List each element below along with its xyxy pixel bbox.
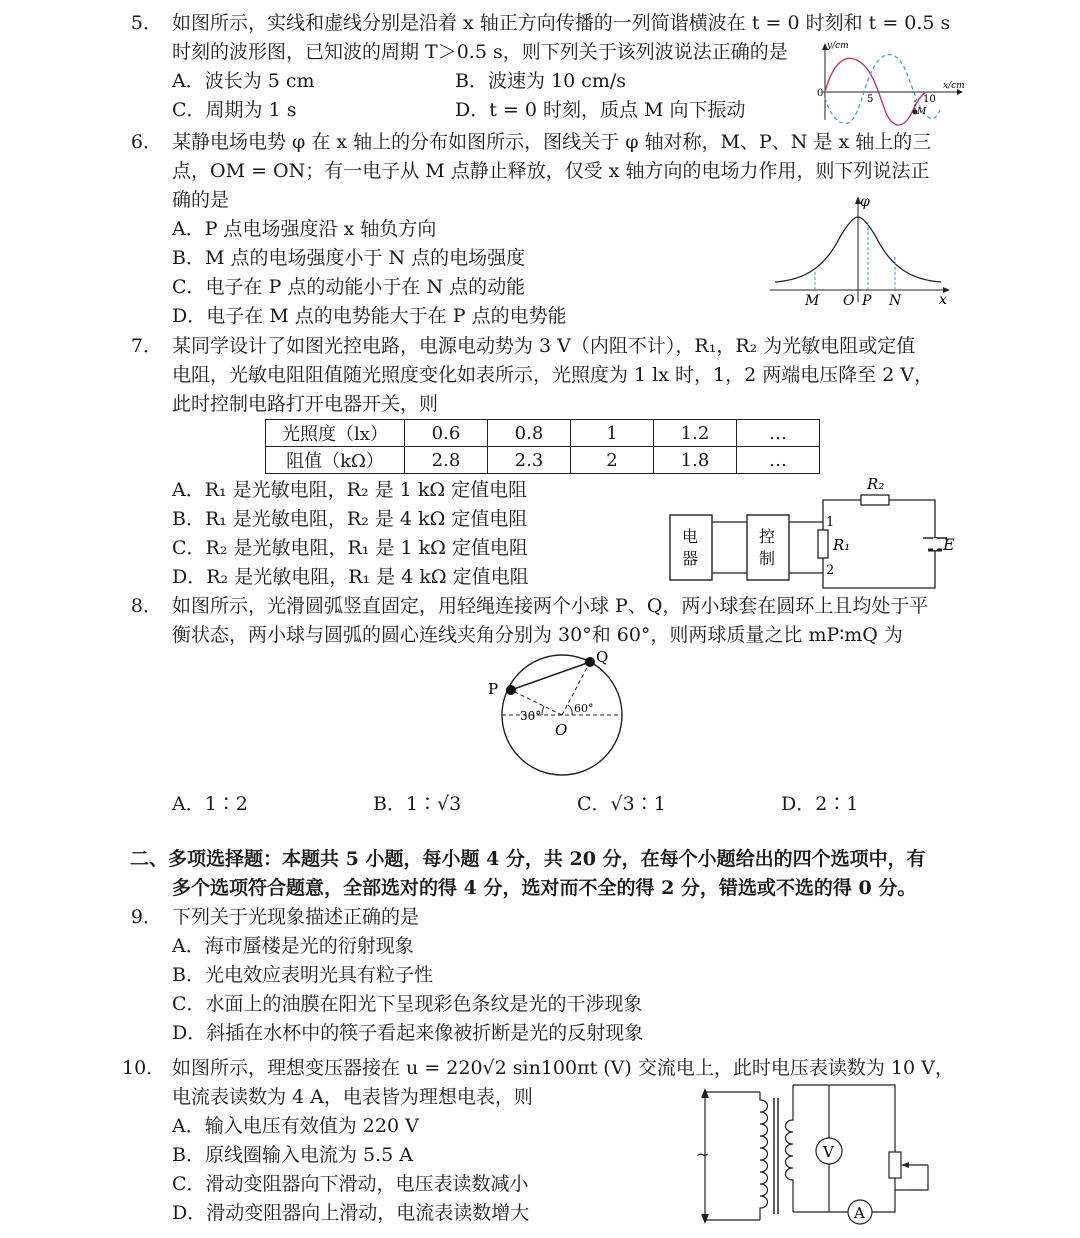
q7-option-a[interactable]: A．R₁ 是光敏电阻，R₂ 是 1 kΩ 定值电阻 [172,479,528,501]
q8-number: 8． [130,595,162,617]
q7-stem-line-2: 电阻，光敏电阻阻值随光照度变化如表所示，光照度为 1 lx 时，1，2 两端电压降至 2 V， [172,364,934,386]
q5-option-b[interactable]: B．波速为 10 cm/s [455,70,627,92]
q7-option-d[interactable]: D．R₂ 是光敏电阻，R₁ 是 4 kΩ 定值电阻 [172,566,529,588]
q5-label-m: M [917,107,927,117]
q8-rope [511,662,590,690]
q6-p-label: P [862,293,872,309]
table-cell: 阻值（kΩ） [266,447,405,474]
q7-option-c[interactable]: C．R₂ 是光敏电阻，R₁ 是 1 kΩ 定值电阻 [172,537,528,559]
q8-stem-line-2: 衡状态，两小球与圆弧的圆心连线夹角分别为 30°和 60°，则两球质量之比 mP∶mQ 为 [172,624,903,646]
q6-m-label: M [805,293,820,309]
q10-transformer-figure [690,1080,950,1230]
table-cell: 1.8 [654,447,737,474]
q5-option-c[interactable]: C．周期为 1 s [172,99,297,121]
table-cell: 2 [571,447,654,474]
q6-option-c[interactable]: C．电子在 P 点的动能小于在 N 点的动能 [172,276,526,298]
q10-secondary-coil [786,1085,794,1212]
q7-circuit-figure [665,470,965,595]
q7-appliance-box [670,515,712,580]
table-cell: 2.8 [405,447,488,474]
q10-ammeter-label: A [854,1204,865,1222]
table-cell: 1.2 [654,420,737,447]
section-2-heading-line-2: 多个选项符合题意，全部选对的得 4 分，选对而不全的得 2 分，错选或不选的得 0 分。 [172,877,917,899]
q9-option-c[interactable]: C．水面上的油膜在阳光下呈现彩色条纹是光的干涉现象 [172,993,643,1015]
q6-n-label: N [889,293,902,309]
q9-option-b[interactable]: B．光电效应表明光具有粒子性 [172,964,433,986]
q5-tick-10: 10 [923,94,936,105]
table-cell: 光照度（lx） [266,420,405,447]
q8-stem-line-1: 如图所示，光滑圆弧竖直固定，用轻绳连接两个小球 P、Q，两小球套在圆环上且均处于平 [172,595,929,617]
q7-r2-resistor [861,495,889,505]
q7-number: 7． [130,335,162,357]
q5-tick-5: 5 [867,94,874,105]
q7-node-1: 1 [826,515,835,530]
q5-stem-line-1: 如图所示，实线和虚线分别是沿着 x 轴正方向传播的一列简谐横波在 t = 0 时刻和 t = 0.5 s [172,12,951,34]
q8-ball-q [585,657,595,667]
q8-option-c[interactable]: C．√3∶1 [577,793,666,815]
q6-o-label: O [843,293,855,309]
q7-r1-label: R₁ [833,536,851,554]
q10-stem-line-2: 电流表读数为 4 A，电表皆为理想电表，则 [172,1086,533,1108]
q6-stem-line-3: 确的是 [172,189,230,211]
q5-ylabel: y/cm [827,41,849,51]
q8-option-b[interactable]: B．1∶√3 [373,793,462,815]
q6-option-a[interactable]: A．P 点电场强度沿 x 轴负方向 [172,218,437,240]
q5-option-d[interactable]: D．t = 0 时刻，质点 M 向下振动 [455,99,746,121]
q10-ac-symbol: ~ [696,1145,710,1164]
q8-ball-p [506,685,516,695]
q10-option-d[interactable]: D．滑动变阻器向上滑动，电流表读数增大 [172,1202,530,1224]
q7-r2-label: R₂ [867,475,885,493]
table-row [266,420,820,447]
q8-circle-figure [480,650,640,795]
q7-appliance-label-2: 器 [682,549,699,568]
q5-xlabel: x/cm [943,81,965,91]
q6-stem-line-1: 某静电场电势 φ 在 x 轴上的分布如图所示，图线关于 φ 轴对称，M、P、N 是 x 轴上的三 [172,131,932,153]
table-cell: 0.6 [405,420,488,447]
q8-q-label: Q [596,648,609,666]
q7-stem-line-3: 此时控制电路打开电器开关，则 [172,393,439,415]
q7-r1-resistor [818,530,828,558]
q6-option-b[interactable]: B．M 点的电场强度小于 N 点的电场强度 [172,247,526,269]
q10-primary-coil [760,1092,768,1220]
q6-phi-label: φ [860,194,870,210]
q6-option-d[interactable]: D．电子在 M 点的电势能大于在 P 点的电势能 [172,305,567,327]
q10-rheostat [889,1152,901,1178]
q10-option-b[interactable]: B．原线圈输入电流为 5.5 A [172,1144,413,1166]
q10-voltmeter-label: V [823,1143,834,1161]
q8-p-label: P [488,680,499,698]
section-2-heading: 二、多项选择题：本题共 5 小题，每小题 4 分，共 20 分，在每个小题给出的四个选项中，有 [130,848,926,870]
q9-option-d[interactable]: D．斜插在水杯中的筷子看起来像被折断是光的反射现象 [172,1022,644,1044]
q7-e-label: E [943,535,955,554]
table-cell: 1 [571,420,654,447]
q7-option-b[interactable]: B．R₁ 是光敏电阻，R₂ 是 4 kΩ 定值电阻 [172,508,528,530]
q8-angle-30: 30° [520,709,542,723]
q9-stem: 下列关于光现象描述正确的是 [172,906,420,928]
table-cell: … [737,447,820,474]
q7-control-label-1: 控 [759,527,776,546]
q7-node-2: 2 [826,563,835,578]
q5-wave-figure [815,40,965,125]
table-cell: 2.3 [488,447,571,474]
q10-stem-line-1: 如图所示，理想变压器接在 u = 220√2 sin100πt (V) 交流电上，此时电压表读数为 10 V， [172,1057,954,1079]
q8-option-d[interactable]: D．2∶1 [781,793,859,815]
q7-stem-line-1: 某同学设计了如图光控电路，电源电动势为 3 V（内阻不计），R₁，R₂ 为光敏电阻或定值 [172,335,916,357]
q7-appliance-label-1: 电 [682,527,699,546]
q7-control-box [747,515,789,580]
q10-number: 10． [122,1057,166,1079]
q8-option-a[interactable]: A．1∶2 [172,793,248,815]
q6-potential-figure [765,192,955,312]
q5-stem-line-2: 时刻的波形图，已知波的周期 T＞0.5 s，则下列关于该列波说法正确的是 [172,41,788,63]
q9-number: 9． [130,906,162,928]
q5-option-a[interactable]: A．波长为 5 cm [172,70,315,92]
q6-x-label: x [939,292,947,308]
q9-option-a[interactable]: A．海市蜃楼是光的衍射现象 [172,935,414,957]
table-cell: … [737,420,820,447]
table-cell: 0.8 [488,420,571,447]
q5-origin-label: 0 [817,88,824,99]
q6-number: 6． [130,131,162,153]
q6-stem-line-2: 点，OM = ON；有一电子从 M 点静止释放，仅受 x 轴方向的电场力作用，则下列说法正 [172,160,930,182]
q8-o-label: O [555,721,568,739]
q8-angle-60: 60° [574,702,594,715]
q5-number: 5． [130,12,162,34]
q10-option-a[interactable]: A．输入电压有效值为 220 V [172,1115,419,1137]
q7-control-label-2: 制 [759,549,776,568]
q7-light-resistance-table [265,419,820,474]
q10-option-c[interactable]: C．滑动变阻器向下滑动，电压表读数减小 [172,1173,529,1195]
